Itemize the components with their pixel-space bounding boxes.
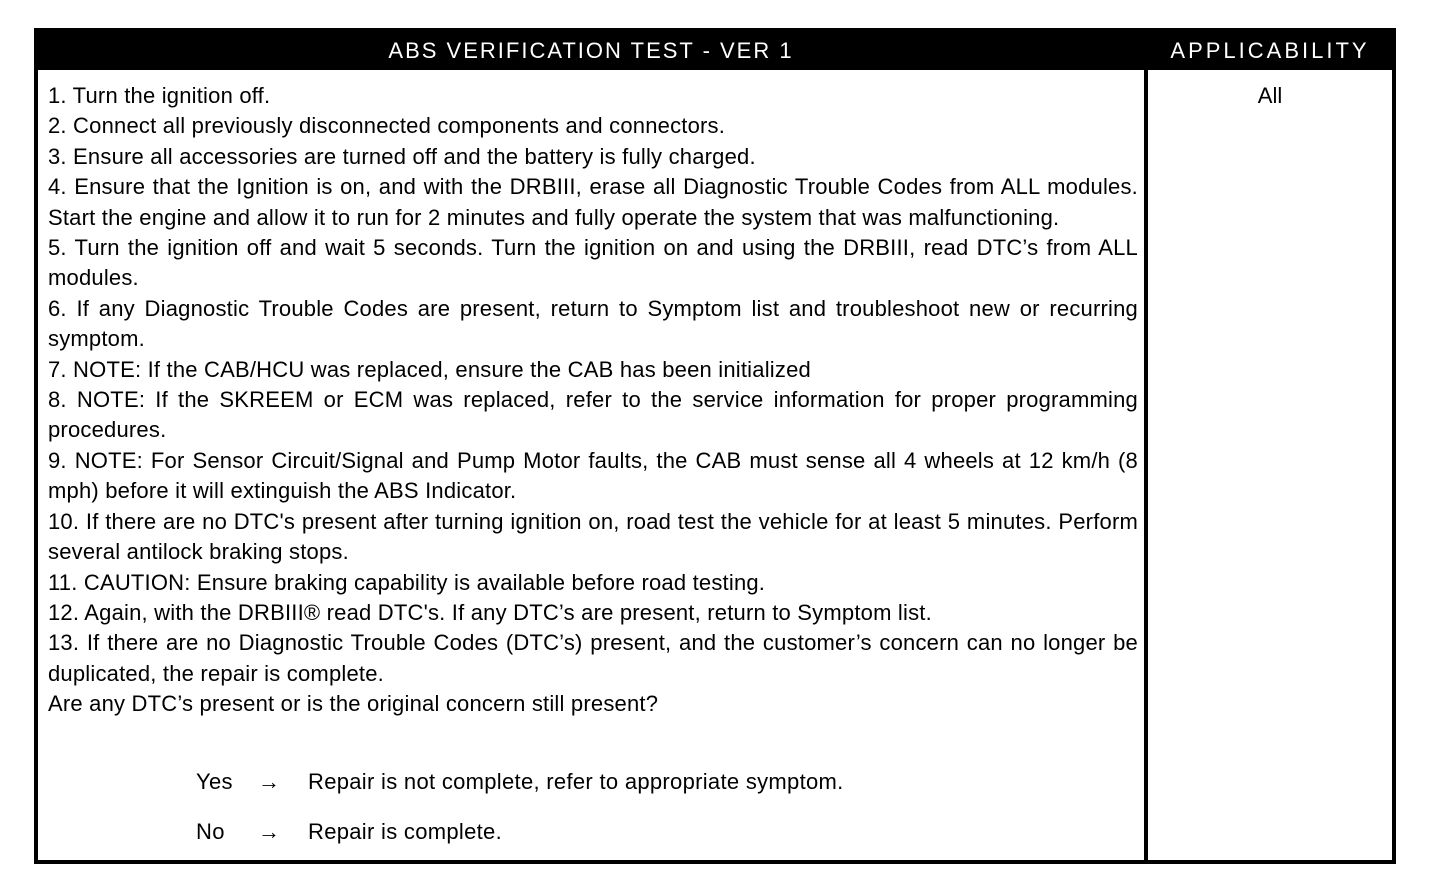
step-7: 7. NOTE: If the CAB/HCU was replaced, ensure the CAB has been initialized xyxy=(48,356,811,382)
arrow-right-icon: → xyxy=(258,819,281,844)
step-4: 4. Ensure that the Ignition is on, and with the DRBIII, erase all Diagnostic Trouble Codes from ALL modules. Start the engine and allow it to run for 2 minutes and fully operate the system that was malfunctioning. xyxy=(48,174,1138,230)
applicability-value: All xyxy=(1257,83,1283,108)
step-12: 12. Again, with the DRBIII® read DTC's. If any DTC’s are present, return to Symptom list. xyxy=(48,599,932,625)
answer-no-text: Repair is complete. xyxy=(308,819,502,844)
applicability-header: APPLICABILITY xyxy=(1170,38,1370,63)
step-11: 11. CAUTION: Ensure braking capability is available before road testing. xyxy=(48,569,766,595)
step-6: 6. If any Diagnostic Trouble Codes are present, return to Symptom list and troubleshoot new or recurring symptom. xyxy=(48,295,1138,352)
step-5: 5. Turn the ignition off and wait 5 seconds. Turn the ignition on and using the DRBIII, read DTC’s from ALL modules. xyxy=(48,235,1138,291)
step-8: 8. NOTE: If the SKREEM or ECM was replaced, refer to the service information for proper programming procedures. xyxy=(48,387,1138,443)
step-9: 9. NOTE: For Sensor Circuit/Signal and Pump Motor faults, the CAB must sense all 4 wheels at 12 km/h (8 mph) before it will extinguish the ABS Indicator. xyxy=(48,447,1138,504)
table-header xyxy=(38,32,1392,70)
column-divider xyxy=(1144,70,1148,864)
step-1: 1. Turn the ignition off. xyxy=(48,83,271,108)
answer-yes-text: Repair is not complete, refer to appropriate symptom. xyxy=(308,769,844,794)
arrow-right-icon: → xyxy=(258,769,281,794)
test-procedure-table xyxy=(34,28,1396,864)
step-3: 3. Ensure all accessories are turned off and the battery is fully charged. xyxy=(48,143,756,169)
question-text: Are any DTC’s present or is the original concern still present? xyxy=(48,691,659,717)
step-10: 10. If there are no DTC's present after turning ignition on, road test the vehicle for at least 5 minutes. Perform several antilock braking stops. xyxy=(48,508,1138,565)
answer-yes-label: Yes xyxy=(196,769,233,794)
test-title: ABS VERIFICATION TEST - VER 1 xyxy=(388,38,794,63)
step-2: 2. Connect all previously disconnected components and connectors. xyxy=(48,113,726,139)
answer-no-label: No xyxy=(196,819,225,844)
procedure-steps xyxy=(48,81,1138,720)
step-13: 13. If there are no Diagnostic Trouble Codes (DTC’s) present, and the customer’s concern can no longer be duplicated, the repair is complete. xyxy=(48,630,1138,686)
